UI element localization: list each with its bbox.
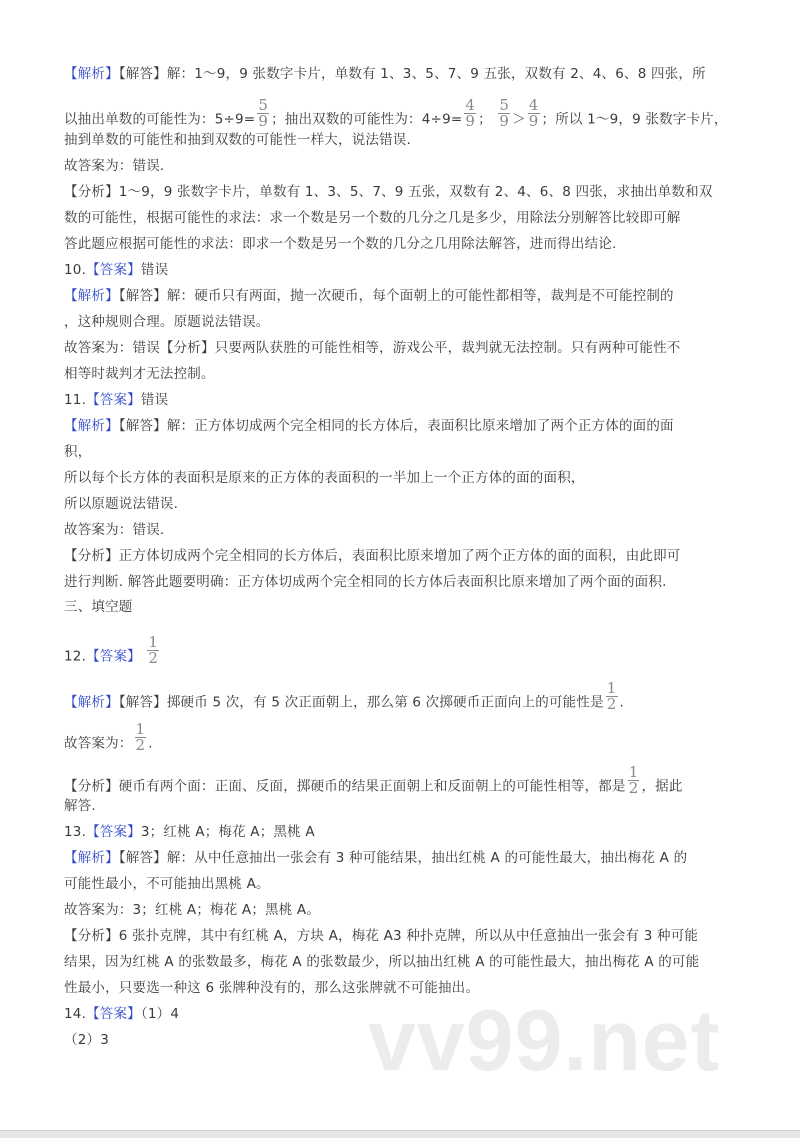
text-line bbox=[64, 926, 698, 946]
text-segment: 11. bbox=[64, 392, 87, 408]
text-segment: 三、填空题 bbox=[64, 599, 133, 615]
text-line bbox=[64, 572, 667, 592]
fraction-denominator: 2 bbox=[148, 649, 159, 667]
fraction-numerator: 5 bbox=[258, 96, 269, 114]
text-segment: 【解答】解：正方体切成两个完全相同的长方体后，表面积比原来增加了两个正方体的面的面 bbox=[118, 418, 674, 434]
text-line bbox=[64, 416, 674, 436]
text-segment: 以抽出单数的可能性为：5÷9= bbox=[64, 111, 256, 128]
text-line bbox=[64, 1004, 179, 1024]
text-line bbox=[64, 900, 320, 920]
text-line bbox=[64, 312, 270, 332]
text-line bbox=[64, 822, 315, 842]
text-segment: 相等时裁判才无法控制。 bbox=[64, 366, 215, 382]
text-segment: 数的可能性，根据可能性的求法：求一个数是另一个数的几分之几是多少，用除法分别解答比较即可解 bbox=[64, 210, 681, 226]
fraction bbox=[135, 722, 147, 753]
text-line bbox=[64, 546, 681, 566]
fraction-numerator: 5 bbox=[499, 96, 510, 114]
text-segment: 【解答】掷硬币 5 次，有 5 次正面朝上，那么第 6 次掷硬币正面向上的可能性是 bbox=[118, 694, 604, 711]
text-segment: 3；红桃 A；梅花 A；黑桃 A bbox=[140, 824, 315, 840]
text-segment: 故答案为：错误. bbox=[64, 522, 165, 538]
section-label: 【解析】 bbox=[64, 850, 119, 866]
fraction-numerator: 1 bbox=[148, 633, 159, 651]
text-segment: （2）3 bbox=[64, 1032, 109, 1048]
text-segment: 【分析】正方体切成两个完全相同的长方体后，表面积比原来增加了两个正方体的面的面积，由此即可 bbox=[64, 548, 681, 564]
text-segment: ；抽出双数的可能性为：4÷9= bbox=[271, 111, 463, 128]
text-line bbox=[64, 848, 687, 868]
text-line bbox=[64, 442, 91, 462]
text-segment: 【分析】硬币有两个面：正面、反面，掷硬币的结果正面朝上和反面朝上的可能性相等，都是 bbox=[64, 778, 626, 795]
text-line bbox=[64, 234, 617, 254]
fraction-denominator: 9 bbox=[465, 112, 476, 130]
text-segment: 抽到单数的可能性和抽到双数的可能性一样大，说法错误. bbox=[64, 132, 411, 148]
text-segment: . bbox=[619, 694, 625, 711]
text-segment: 【解答】解：1～9，9 张数字卡片，单数有 1、3、5、7、9 五张，双数有 2、4、6、8 四张，所 bbox=[118, 66, 706, 82]
text-segment: 10. bbox=[64, 262, 87, 278]
text-line bbox=[64, 468, 585, 488]
text-segment: 【分析】1～9，9 张数字卡片，单数有 1、3、5、7、9 五张，双数有 2、4、6、8 四张，求抽出单数和双 bbox=[64, 184, 713, 200]
text-segment: 故答案为： bbox=[64, 735, 133, 752]
fraction bbox=[257, 98, 269, 129]
text-line bbox=[64, 208, 681, 228]
text-line bbox=[64, 182, 713, 202]
text-line bbox=[64, 520, 164, 540]
text-line bbox=[64, 130, 411, 150]
text-line bbox=[64, 364, 215, 384]
fraction-numerator: 4 bbox=[528, 96, 539, 114]
fraction bbox=[147, 635, 159, 666]
text-segment: ＞ bbox=[512, 111, 526, 128]
text-segment: ； bbox=[478, 111, 497, 128]
fraction bbox=[628, 765, 640, 796]
text-segment: 13. bbox=[64, 824, 87, 840]
text-segment: （1）4 bbox=[140, 1006, 180, 1022]
fraction-numerator: 1 bbox=[135, 720, 146, 738]
text-line bbox=[64, 597, 133, 617]
section-label: 【答案】 bbox=[86, 824, 141, 840]
text-line bbox=[64, 338, 681, 358]
text-line bbox=[64, 1030, 109, 1050]
fraction-denominator: 2 bbox=[628, 779, 639, 797]
fraction-numerator: 4 bbox=[465, 96, 476, 114]
text-segment: ，这种规则合理。原题说法错误。 bbox=[64, 314, 270, 330]
section-label: 【解析】 bbox=[64, 288, 119, 304]
text-segment: 【分析】6 张扑克牌，其中有红桃 A，方块 A，梅花 A3 种扑克牌，所以从中任意抽出一张会有 3 种可能 bbox=[64, 928, 699, 944]
text-segment: 可能性最小，不可能抽出黑桃 A。 bbox=[64, 876, 270, 892]
text-segment: ，据此 bbox=[641, 778, 683, 795]
section-label: 【解析】 bbox=[64, 418, 119, 434]
text-segment: 错误 bbox=[140, 392, 169, 408]
text-segment: 【解答】解：硬币只有两面，抛一次硬币，每个面朝上的可能性都相等，裁判是不可能控制的 bbox=[118, 288, 674, 304]
text-line bbox=[64, 633, 161, 672]
text-line bbox=[64, 796, 96, 816]
text-line bbox=[64, 952, 699, 972]
text-line bbox=[64, 390, 168, 410]
fraction-denominator: 9 bbox=[499, 112, 510, 130]
text-line bbox=[64, 156, 164, 176]
text-line bbox=[64, 64, 706, 84]
fraction-denominator: 2 bbox=[135, 736, 146, 754]
section-label: 【答案】 bbox=[86, 392, 141, 408]
text-line bbox=[64, 763, 683, 802]
text-segment: 故答案为：错误【分析】只要两队获胜的可能性相等，游戏公平，裁判就无法控制。只有两种可能性不 bbox=[64, 340, 681, 356]
text-segment: ；所以 1～9，9 张数字卡片， bbox=[541, 111, 728, 128]
text-line bbox=[64, 260, 168, 280]
text-segment: 故答案为：3；红桃 A；梅花 A；黑桃 A。 bbox=[64, 902, 321, 918]
fraction bbox=[606, 681, 618, 712]
text-segment: 所以每个长方体的表面积是原来的正方体的表面积的一半加上一个正方体的面的面积， bbox=[64, 470, 585, 486]
text-segment: 进行判断. 解答此题要明确：正方体切成两个完全相同的长方体后表面积比原来增加了两个面的面积. bbox=[64, 574, 667, 590]
text-line bbox=[64, 494, 178, 514]
fraction-denominator: 2 bbox=[606, 695, 617, 713]
fraction-numerator: 1 bbox=[606, 679, 617, 697]
text-segment: 错误 bbox=[140, 262, 169, 278]
fraction bbox=[498, 98, 510, 129]
section-label: 【答案】 bbox=[86, 1006, 141, 1022]
text-segment: 14. bbox=[64, 1006, 87, 1022]
text-segment: 解答. bbox=[64, 798, 96, 814]
fraction-numerator: 1 bbox=[628, 763, 639, 781]
section-label: 【答案】 bbox=[86, 648, 141, 665]
fraction-denominator: 9 bbox=[528, 112, 539, 130]
text-segment: 性最小，只要选一种这 6 张牌种没有的，那么这张牌就不可能抽出。 bbox=[64, 980, 480, 996]
section-label: 【答案】 bbox=[86, 262, 141, 278]
section-label: 【解析】 bbox=[64, 694, 119, 711]
text-segment: 结果，因为红桃 A 的张数最多，梅花 A 的张数最少，所以抽出红桃 A 的可能性最大，抽出梅花 A 的可能 bbox=[64, 954, 700, 970]
text-segment bbox=[141, 649, 146, 665]
text-segment: 答此题应根据可能性的求法：即求一个数是另一个数的几分之几用除法解答，进而得出结论. bbox=[64, 236, 617, 252]
fraction-denominator: 9 bbox=[258, 112, 269, 130]
text-line bbox=[64, 874, 270, 894]
text-line bbox=[64, 286, 674, 306]
text-line bbox=[64, 720, 153, 759]
text-segment: 12. bbox=[64, 648, 87, 665]
section-label: 【解析】 bbox=[64, 66, 119, 82]
watermark: vv99.net bbox=[368, 993, 721, 1089]
text-segment: 【解答】解：从中任意抽出一张会有 3 种可能结果，抽出红桃 A 的可能性最大，抽出梅花 A 的 bbox=[118, 850, 688, 866]
fraction bbox=[464, 98, 476, 129]
text-segment: 积， bbox=[64, 444, 92, 460]
text-segment: 故答案为：错误. bbox=[64, 158, 165, 174]
text-line bbox=[64, 679, 625, 718]
fraction bbox=[528, 98, 540, 129]
text-segment: . bbox=[148, 735, 153, 752]
text-segment: 所以原题说法错误. bbox=[64, 496, 179, 512]
